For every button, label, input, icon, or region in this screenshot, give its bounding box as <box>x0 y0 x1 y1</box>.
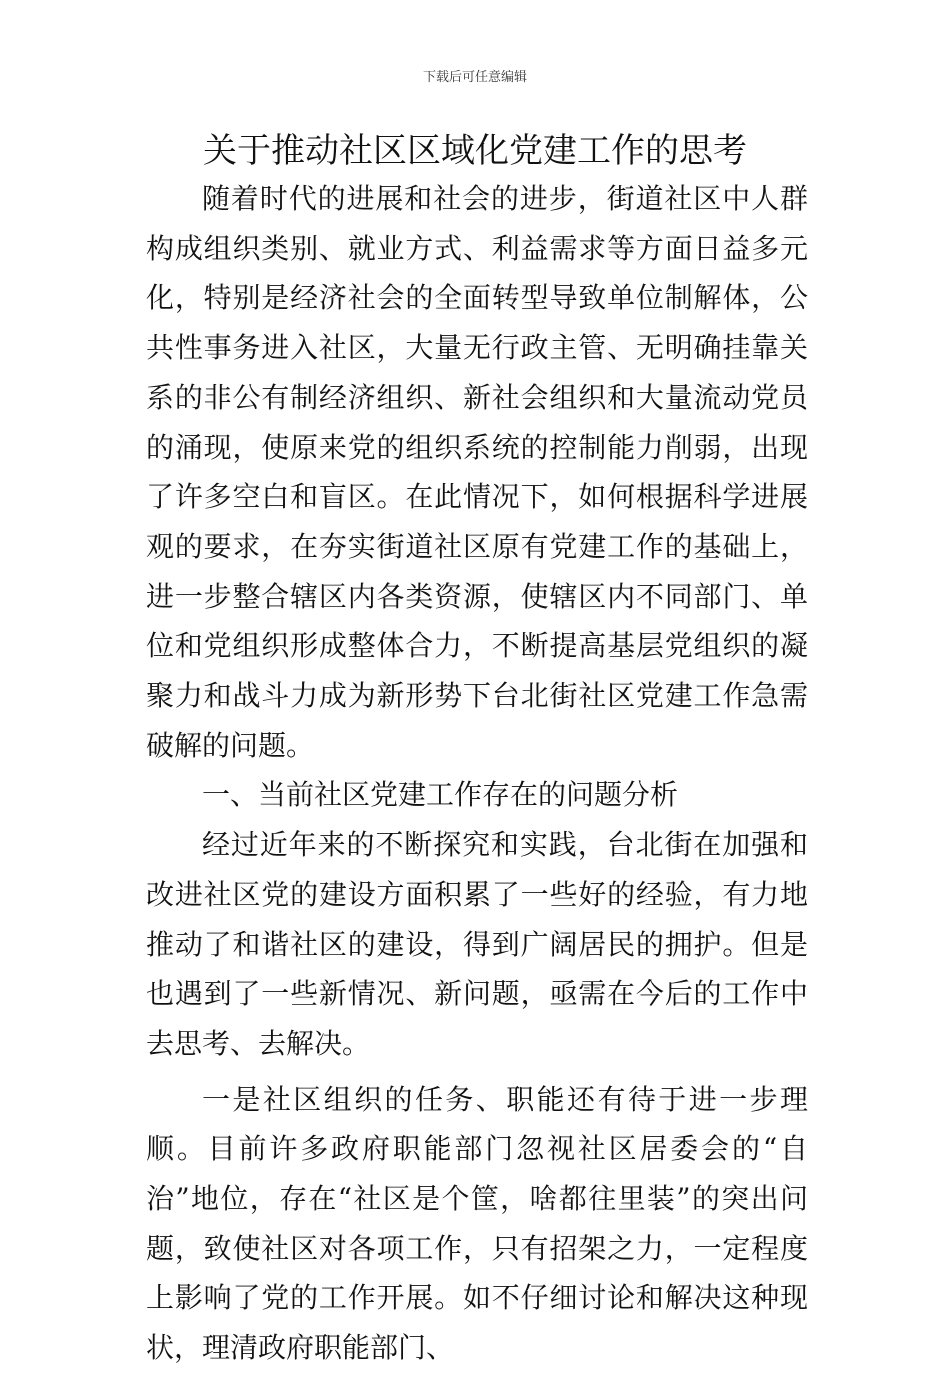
paragraph-point-one: 一是社区组织的任务、职能还有待于进一步理顺。目前许多政府职能部门忽视社区居委会的“自治”地位，存在“社区是个筐，啥都往里装”的突出问题，致使社区对各项工作，只有招架之力，一定程度上影响了党的工作开展。如不仔细讨论和解决这种现状，理清政府职能部门、 <box>146 1082 808 1365</box>
document-body <box>146 174 808 1373</box>
paragraph-intro: 随着时代的进展和社会的进步，街道社区中人群构成组织类别、就业方式、利益需求等方面日益多元化，特别是经济社会的全面转型导致单位制解体，公共性事务进入社区，大量无行政主管、无明确挂靠关系的非公有制经济组织、新社会组织和大量流动党员的涌现，使原来党的组织系统的控制能力削弱，出现了许多空白和盲区。在此情况下，如何根据科学进展观的要求，在夯实街道社区原有党建工作的基础上，进一步整合辖区内各类资源，使辖区内不同部门、单位和党组织形成整体合力，不断提高基层党组织的凝聚力和战斗力成为新形势下台北街社区党建工作急需破解的问题。 <box>146 182 808 762</box>
header-note: 下载后可任意编辑 <box>422 70 527 85</box>
document-title: 关于推动社区区域化党建工作的思考 <box>203 131 747 171</box>
paragraph-analysis: 经过近年来的不断探究和实践，台北街在加强和改进社区党的建设方面积累了一些好的经验，有力地推动了和谐社区的建设，得到广阔居民的拥护。但是也遇到了一些新情况、新问题，亟需在今后的工作中去思考、去解决。 <box>146 828 808 1060</box>
section-heading: 一、当前社区党建工作存在的问题分析 <box>202 778 679 812</box>
